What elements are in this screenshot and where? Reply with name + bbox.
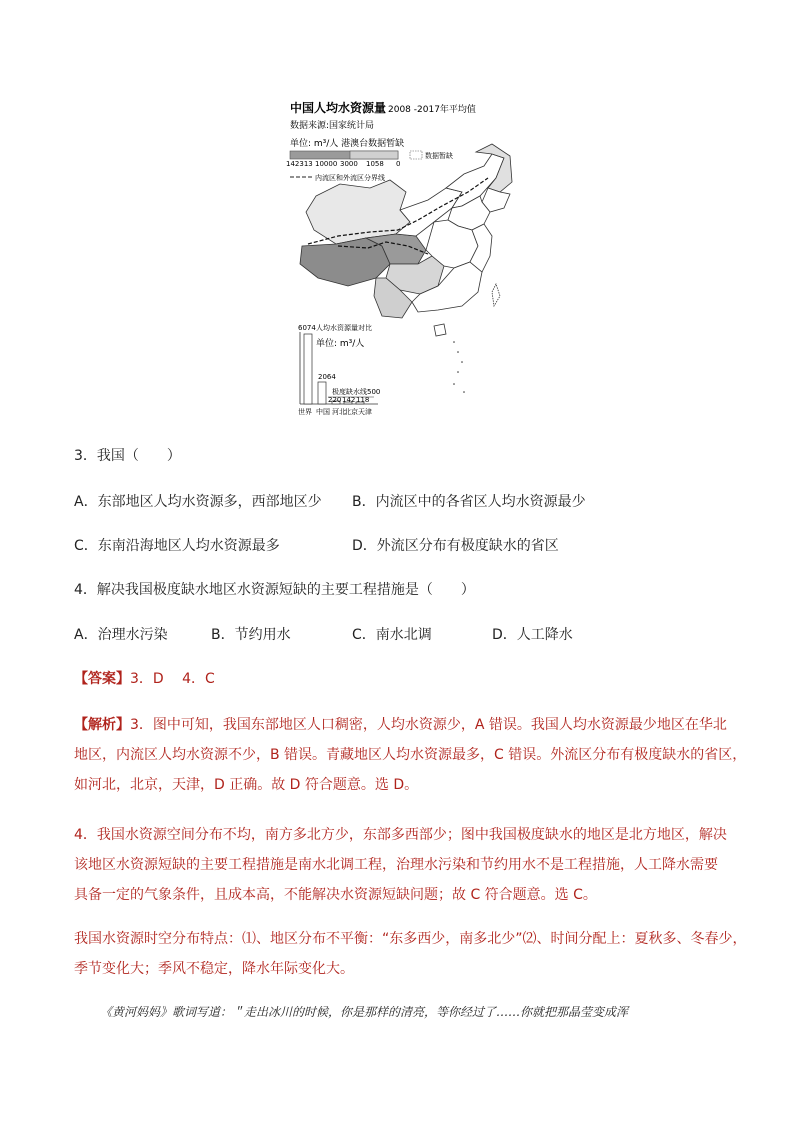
- q4-option-d[interactable]: D．人工降水: [492, 627, 573, 643]
- inset-bar-world: [304, 334, 312, 404]
- inset-cat: 天津: [358, 408, 372, 416]
- analysis-line: 我国水资源时空分布特点：⑴、地区分布不平衡：“东多西少，南多北少”⑵、时间分配上：夏秋多、冬春少，: [74, 931, 747, 947]
- inset-bar-china: [318, 382, 326, 404]
- map-title-suffix: 2008 -2017年平均值: [388, 105, 476, 115]
- south-china-sea-islands: [453, 341, 465, 393]
- inset-cat: 世界: [298, 408, 312, 416]
- q3-option-d[interactable]: D．外流区分布有极度缺水的省区: [352, 538, 559, 554]
- analysis-paragraph-3: [74, 924, 747, 984]
- boundary-legend-label: 内流区和外流区分界线: [315, 174, 385, 182]
- inset-cat: 北京: [344, 408, 358, 416]
- inset-small-value: 220: [328, 396, 342, 404]
- analysis-line: 地区，内流区人均水资源不少，B 错误。青藏地区人均水资源最多，C 错误。外流区分布有极度缺水的省区，: [74, 747, 747, 763]
- inset-unit: 单位: m³/人: [316, 339, 365, 349]
- analysis-line: 具备一定的气象条件，且成本高，不能解决水资源短缺问题；故 C 符合题意。选 C。: [74, 887, 597, 903]
- inset-china-value: 2064: [318, 373, 336, 381]
- q3-stem: 3．我国（ ）: [74, 448, 181, 464]
- legend-missing-label: 数据暂缺: [425, 152, 453, 160]
- region-taiwan: [492, 284, 500, 306]
- analysis-line: 3．图中可知，我国东部地区人口稠密，人均水资源少，A 错误。我国人均水资源最少地区在华北: [130, 717, 727, 733]
- next-question-stem: 《黄河妈妈》歌词写道：＂走出冰川的时候，你是那样的清亮，等你经过了……你就把那晶莹变成浑: [100, 1005, 629, 1019]
- china-provinces: [300, 144, 512, 336]
- inset-bar-chart: [298, 323, 380, 416]
- legend-value: 3000: [340, 160, 358, 168]
- inset-title: 人均水资源量对比: [316, 324, 372, 332]
- analysis-paragraph-1: [74, 710, 747, 800]
- map-title: 中国人均水资源量: [290, 101, 387, 115]
- answer-text: 3．D 4．C: [130, 671, 215, 687]
- inset-small-value: 142: [342, 396, 356, 404]
- shortage-label: 极度缺水线500: [332, 388, 381, 396]
- q3-option-c[interactable]: C．东南沿海地区人均水资源最多: [74, 538, 280, 554]
- answer-line: [74, 664, 215, 694]
- region-hainan: [434, 324, 446, 336]
- legend-value: 0: [396, 160, 401, 168]
- legend-missing-swatch: [410, 151, 422, 159]
- map-source: 数据来源:国家统计局: [290, 121, 375, 131]
- water-resource-map-figure: [278, 96, 518, 421]
- q3-option-a[interactable]: A．东部地区人均水资源多，西部地区少: [74, 494, 322, 510]
- answer-tag: 【答案】: [74, 671, 130, 687]
- analysis-line: 如河北，北京，天津，D 正确。故 D 符合题意。选 D。: [74, 777, 419, 793]
- inset-cat: 中国: [316, 408, 330, 416]
- q4-stem: 4．解决我国极度缺水地区水资源短缺的主要工程措施是（ ）: [74, 582, 475, 598]
- q4-option-c[interactable]: C．南水北调: [352, 627, 432, 643]
- inset-cat: 河北: [332, 408, 346, 416]
- inset-top-value: 6074: [298, 324, 316, 332]
- analysis-paragraph-2: [74, 820, 734, 910]
- analysis-line: 该地区水资源短缺的主要工程措施是南水北调工程，治理水污染和节约用水不是工程措施，人工降水需要: [74, 857, 718, 873]
- analysis-tag: 【解析】: [74, 717, 130, 733]
- analysis-line: 4．我国水资源空间分布不均，南方多北方少，东部多西部少；图中我国极度缺水的地区是北方地区，解决: [74, 827, 727, 843]
- q3-option-b[interactable]: B．内流区中的各省区人均水资源最少: [352, 494, 586, 510]
- q4-option-b[interactable]: B．节约用水: [211, 627, 291, 643]
- legend-value: 1058: [366, 160, 384, 168]
- china-water-map: [278, 96, 518, 421]
- legend-value: 10000: [315, 160, 338, 168]
- map-unit: 单位: m³/人 港澳台数据暂缺: [290, 139, 405, 149]
- inset-small-value: 118: [356, 396, 370, 404]
- q4-option-a[interactable]: A．治理水污染: [74, 627, 168, 643]
- analysis-line: 季节变化大；季风不稳定，降水年际变化大。: [74, 961, 354, 977]
- legend-value: 142313: [286, 160, 313, 168]
